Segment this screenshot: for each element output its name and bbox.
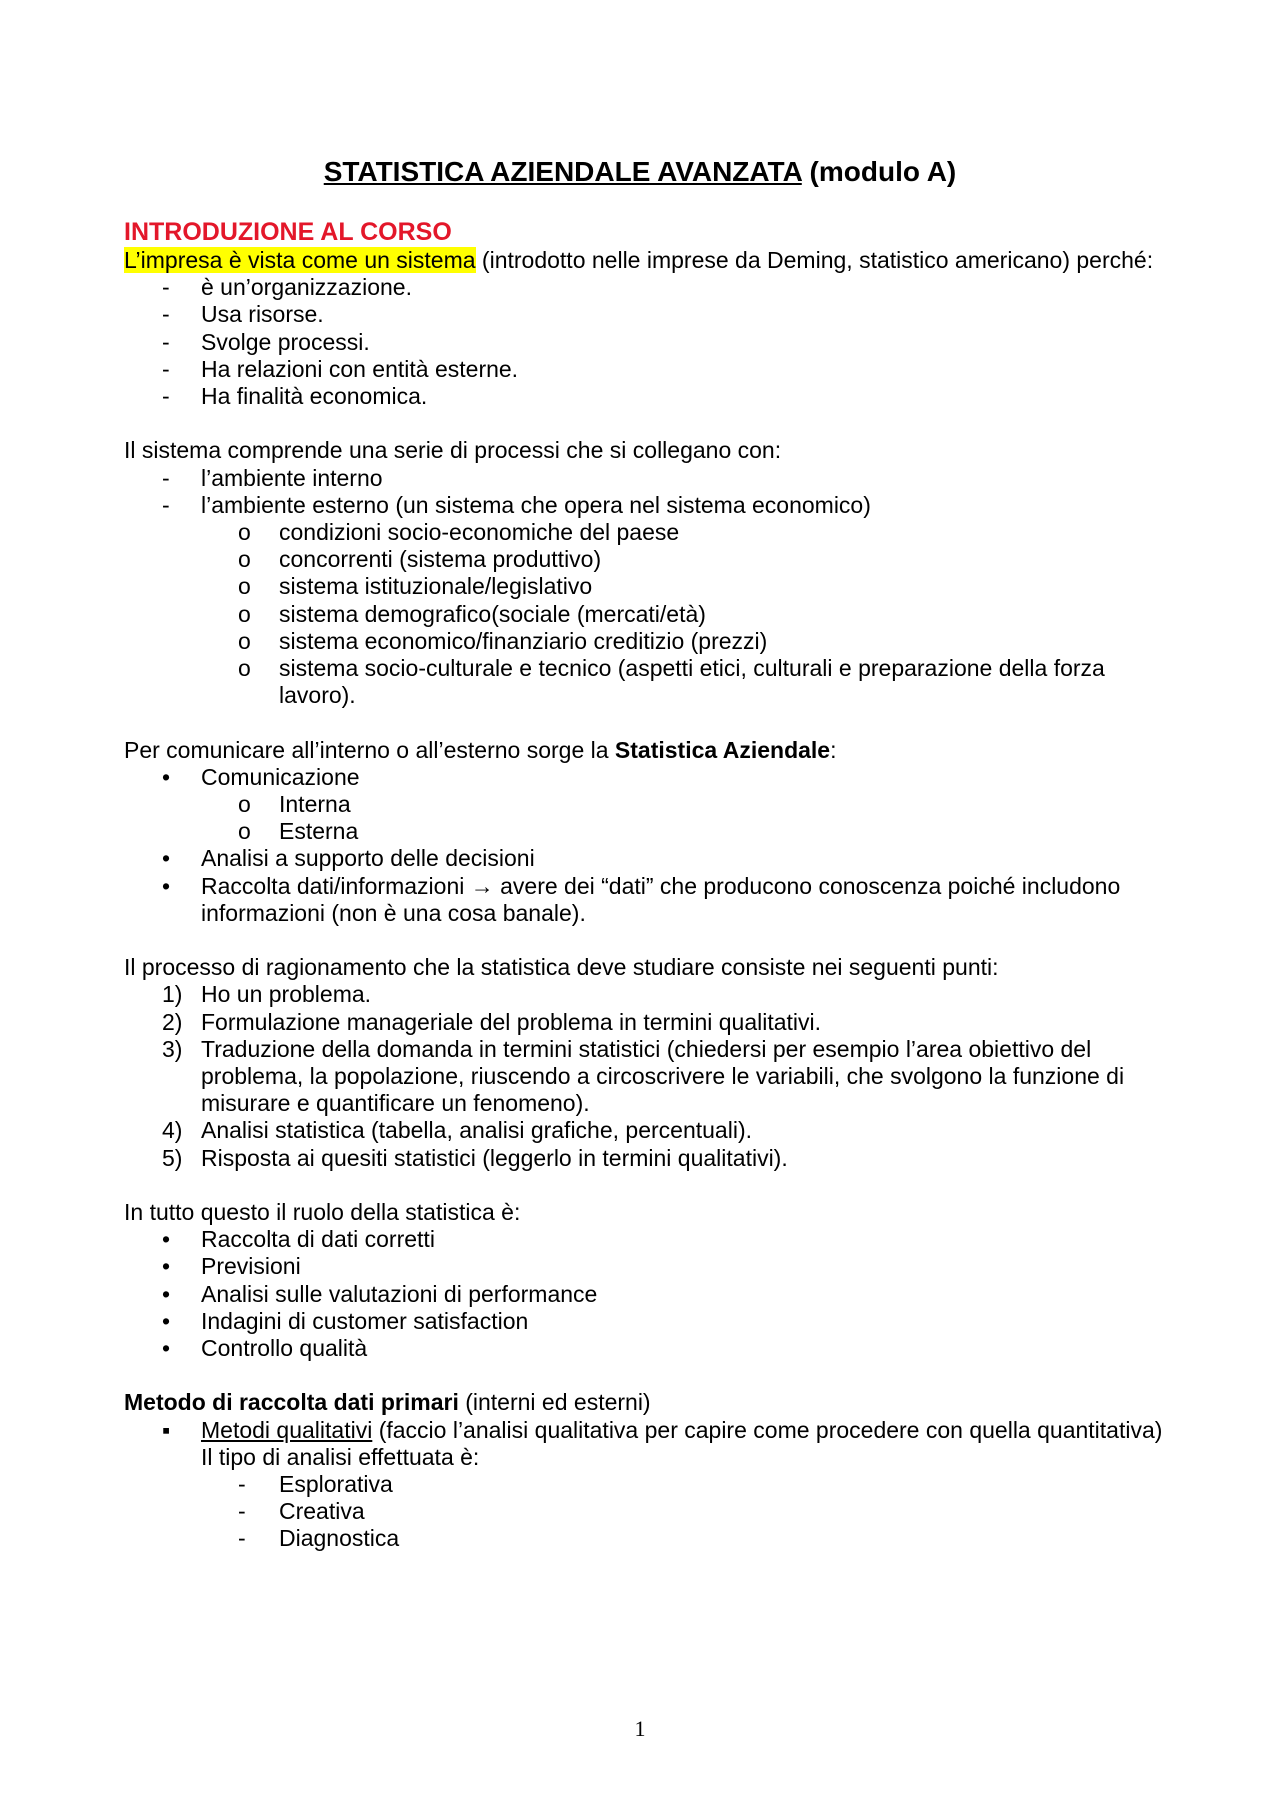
highlighted-text: L’impresa è vista come un sistema <box>124 247 476 273</box>
circle-bullet: o <box>238 600 251 627</box>
document-body <box>124 218 1164 1553</box>
list-item: • Raccolta di dati corretti <box>124 1226 1164 1253</box>
list-item: - Svolge processi. <box>124 329 1164 356</box>
document-title <box>0 156 1280 188</box>
dot-bullet: • <box>162 872 171 899</box>
list-item: • Analisi sulle valutazioni di performance <box>124 1281 1164 1308</box>
title-module: (modulo A) <box>801 156 957 187</box>
dash-bullet: - <box>162 328 170 355</box>
sub-list-item: - Creativa <box>124 1498 1164 1525</box>
list-item: - l’ambiente esterno (un sistema che opera nel sistema economico) <box>124 492 1164 519</box>
sub-list-item: o concorrenti (sistema produttivo) <box>124 546 1164 573</box>
communication-intro: Per comunicare all’interno o all’esterno sorge la Statistica Aziendale: <box>124 736 837 763</box>
sub-list-item: o condizioni socio-economiche del paese <box>124 519 1164 546</box>
dot-bullet: • <box>162 1280 171 1307</box>
list-item: • Previsioni <box>124 1253 1164 1280</box>
sub-list-item: o Interna <box>124 791 1164 818</box>
dash-bullet: - <box>238 1525 246 1552</box>
dot-bullet: • <box>162 1307 171 1334</box>
dash-bullet: - <box>162 355 170 382</box>
dot-bullet: • <box>162 763 171 790</box>
dash-bullet: - <box>162 464 170 491</box>
intro-paragraph-rest: (introdotto nelle imprese da Deming, statistico americano) perché: <box>475 247 1154 273</box>
dash-bullet: - <box>162 491 170 518</box>
list-item: • Indagini di customer satisfaction <box>124 1308 1164 1335</box>
dot-bullet: • <box>162 1335 171 1362</box>
dash-bullet: - <box>238 1498 246 1525</box>
numbered-item: 3) Traduzione della domanda in termini statistici (chiedersi per esempio l’area obiettivo del problema, la popolazione, riuscendo a circoscrivere le variabili, che svolgono la funzione di misurare e quantificare un fenomeno). <box>162 1035 1125 1117</box>
sub-list-item: - Esplorativa <box>124 1471 1164 1498</box>
underlined-term: Metodi qualitativi <box>201 1416 373 1443</box>
list-item: - Usa risorse. <box>124 301 1164 328</box>
analysis-intro: Il tipo di analisi effettuata è: <box>201 1443 480 1470</box>
circle-bullet: o <box>238 573 251 600</box>
circle-bullet: o <box>238 627 251 654</box>
dash-bullet: - <box>162 274 170 301</box>
process-intro: Il processo di ragionamento che la statistica deve studiare consiste nei seguenti punti: <box>124 954 999 981</box>
intro-paragraph <box>124 247 1164 274</box>
list-item: - Ha finalità economica. <box>124 383 1164 410</box>
square-bullet: ▪ <box>162 1416 171 1443</box>
list-item: ▪ Metodi qualitativi (faccio l’analisi qualitativa per capire come procedere con quella quantitativa) <box>124 1417 1164 1444</box>
sub-list-item: o sistema istituzionale/legislativo <box>124 573 1164 600</box>
circle-bullet: o <box>238 655 251 682</box>
page-number: 1 <box>634 1716 646 1741</box>
numbered-item: 4) Analisi statistica (tabella, analisi grafiche, percentuali). <box>162 1117 752 1144</box>
sub-list-item: o sistema economico/finanziario creditizio (prezzi) <box>124 628 1164 655</box>
system-intro: Il sistema comprende una serie di processi che si collegano con: <box>124 437 782 464</box>
circle-bullet: o <box>238 546 251 573</box>
sub-list-item: o sistema demografico(sociale (mercati/età) <box>124 601 1164 628</box>
role-intro: In tutto questo il ruolo della statistica è: <box>124 1199 521 1226</box>
dash-bullet: - <box>238 1471 246 1498</box>
list-item: - è un’organizzazione. <box>124 274 1164 301</box>
circle-bullet: o <box>238 519 251 546</box>
sub-list-item: o Esterna <box>124 818 1164 845</box>
list-item: • Raccolta dati/informazioni → avere dei “dati” che producono conoscenza poiché includono informazioni (non è una cosa banale). <box>124 873 1164 927</box>
list-item: • Controllo qualità <box>124 1335 1164 1362</box>
list-item: - l’ambiente interno <box>124 465 1164 492</box>
bold-term: Statistica Aziendale <box>614 736 831 763</box>
dash-bullet: - <box>162 383 170 410</box>
dot-bullet: • <box>162 1226 171 1253</box>
list-item: - Ha relazioni con entità esterne. <box>124 356 1164 383</box>
list-item: • Analisi a supporto delle decisioni <box>124 845 1164 872</box>
method-heading: Metodo di raccolta dati primari (interni ed esterni) <box>124 1389 651 1416</box>
section-heading-intro: INTRODUZIONE AL CORSO <box>124 218 452 246</box>
circle-bullet: o <box>238 791 251 818</box>
dot-bullet: • <box>162 845 171 872</box>
sub-list-item: - Diagnostica <box>124 1525 1164 1552</box>
sub-list-item: o sistema socio-culturale e tecnico (aspetti etici, culturali e preparazione della forza lavoro). <box>124 655 1164 709</box>
numbered-item: 1) Ho un problema. <box>162 981 372 1008</box>
dash-bullet: - <box>162 301 170 328</box>
circle-bullet: o <box>238 818 251 845</box>
numbered-item: 2) Formulazione manageriale del problema in termini qualitativi. <box>162 1008 822 1035</box>
numbered-item: 5) Risposta ai quesiti statistici (leggerlo in termini qualitativi). <box>162 1144 788 1171</box>
title-main: STATISTICA AZIENDALE AVANZATA <box>323 156 802 187</box>
list-item: • Comunicazione <box>124 764 1164 791</box>
dot-bullet: • <box>162 1253 171 1280</box>
